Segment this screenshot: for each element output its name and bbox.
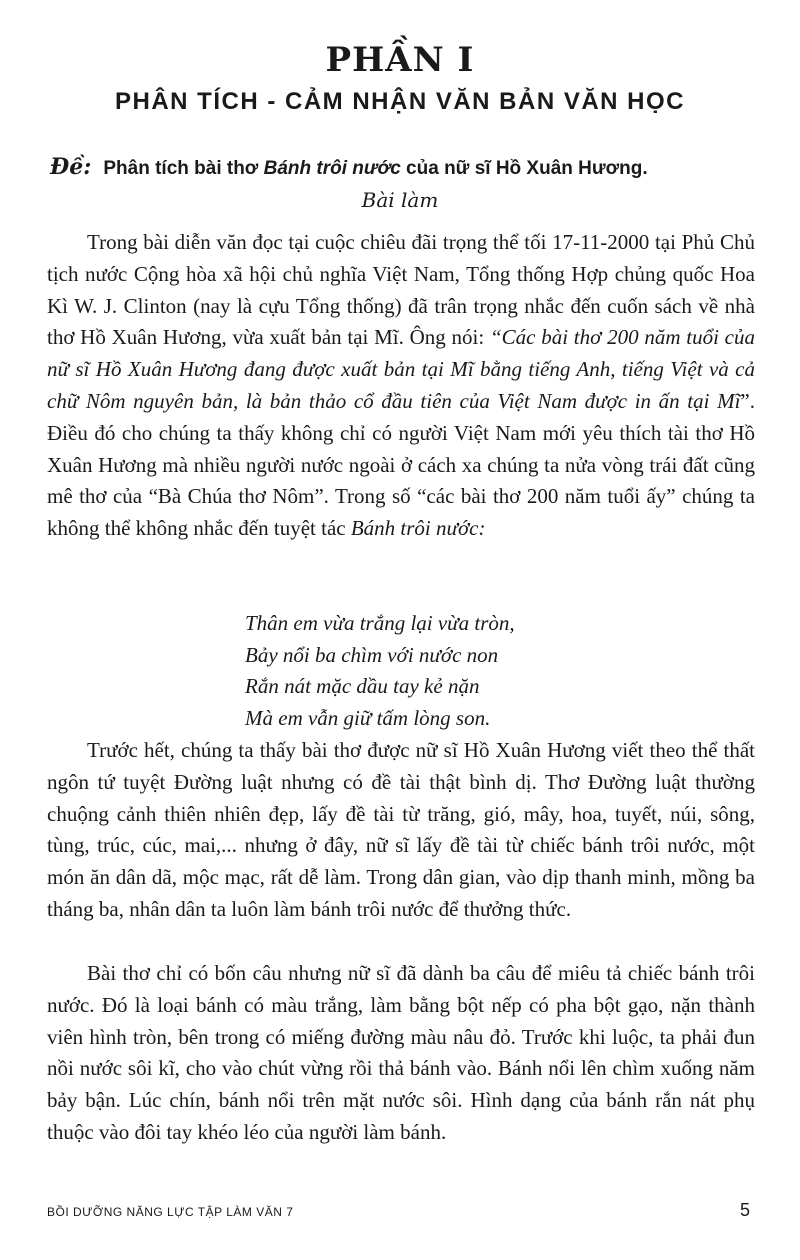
paragraph-3 (47, 958, 755, 1149)
paragraph-1-part2: ”. Điều đó cho chúng ta thấy không chỉ có người Việt Nam mới yêu thích tài thơ Hồ Xuân Hương mà nhiều người nước ngoài ở cách xa chúng ta nửa vòng trái đất cũng mê thơ của “Bà Chúa thơ Nôm”. Trong số “các bài thơ 200 năm tuổi ấy” chúng ta không thể không nhắc đến tuyệt tác (47, 388, 755, 541)
poem-line: Bảy nổi ba chìm với nước non (245, 642, 499, 667)
footer-book-title: BỒI DƯỠNG NĂNG LỰC TẬP LÀM VĂN 7 (47, 1205, 294, 1219)
poem-line: Thân em vừa trắng lại vừa tròn, (245, 611, 515, 635)
poem-line: Rắn nát mặc dầu tay kẻ nặn (245, 674, 480, 698)
paragraph-3-text: Bài thơ chỉ có bốn câu nhưng nữ sĩ đã dành ba câu để miêu tả chiếc bánh trôi nước. Đó là loại bánh có màu trắng, làm bằng bột nếp có pha bột gạo, nặn thành viên hình tròn, bên trong có miếng đường màu nâu đỏ. Trước khi luộc, ta phải đun nồi nước sôi kĩ, cho vào chút vừng rồi thả bánh vào. Bánh nổi lên chìm xuống năm bảy bận. Lúc chín, bánh nổi trên mặt nước sôi. Hình dạng của bánh rắn nát phụ thuộc vào đôi tay khéo léo của người làm bánh. (47, 961, 755, 1144)
part-title: PHẦN I (325, 40, 475, 80)
clinton-quote: “Các bài thơ 200 năm tuổi của nữ sĩ Hồ Xuân Hương đang được xuất bản tại Mĩ bằng tiếng Anh, tiếng Việt và cả chữ Nôm nguyên bản, là bản thảo cổ đầu tiên của Việt Nam được in ấn tại Mĩ (47, 325, 755, 413)
poem-title-reference: Bánh trôi nước: (350, 516, 486, 541)
page-number: 5 (739, 1200, 750, 1220)
prompt-text-before: Phân tích bài thơ (103, 158, 264, 179)
section-subtitle: PHÂN TÍCH - CẢM NHẬN VĂN BẢN VĂN HỌC (115, 88, 685, 115)
paragraph-2 (47, 735, 755, 926)
prompt-poem-title: Bánh trôi nước (263, 158, 401, 179)
answer-label: Bài làm (361, 188, 439, 212)
poem-block (245, 608, 515, 734)
paragraph-1 (47, 227, 755, 545)
paragraph-1-part1: Trong bài diễn văn đọc tại cuộc chiêu đãi trọng thể tối 17-11-2000 tại Phủ Chủ tịch nước Cộng hòa xã hội chủ nghĩa Việt Nam, Tổng thống Hợp chủng quốc Hoa Kì W. J. Clinton (nay là cựu Tổng thống) đã trân trọng nhắc đến cuốn sách về nhà thơ Hồ Xuân Hương, vừa xuất bản tại Mĩ. Ông nói: (47, 230, 755, 350)
prompt-label: Đề: (50, 154, 92, 180)
prompt-text-after: của nữ sĩ Hồ Xuân Hương. (400, 158, 648, 179)
paragraph-2-text: Trước hết, chúng ta thấy bài thơ được nữ sĩ Hồ Xuân Hương viết theo thể thất ngôn tứ tuyệt Đường luật nhưng có đề tài thật bình dị. Thơ Đường luật thường chuộng cảnh thiên nhiên đẹp, lấy đề tài từ trăng, gió, mây, hoa, tuyết, núi, sông, tùng, trúc, cúc, mai,... nhưng ở đây, nữ sĩ lấy đề tài từ chiếc bánh trôi nước, một món ăn dân dã, mộc mạc, rất dễ làm. Trong dân gian, vào dịp thanh minh, mồng ba tháng ba, nhân dân ta luôn làm bánh trôi nước để thưởng thức. (47, 738, 755, 921)
poem-line: Mà em vẫn giữ tấm lòng son. (245, 705, 491, 730)
essay-prompt (50, 154, 750, 180)
